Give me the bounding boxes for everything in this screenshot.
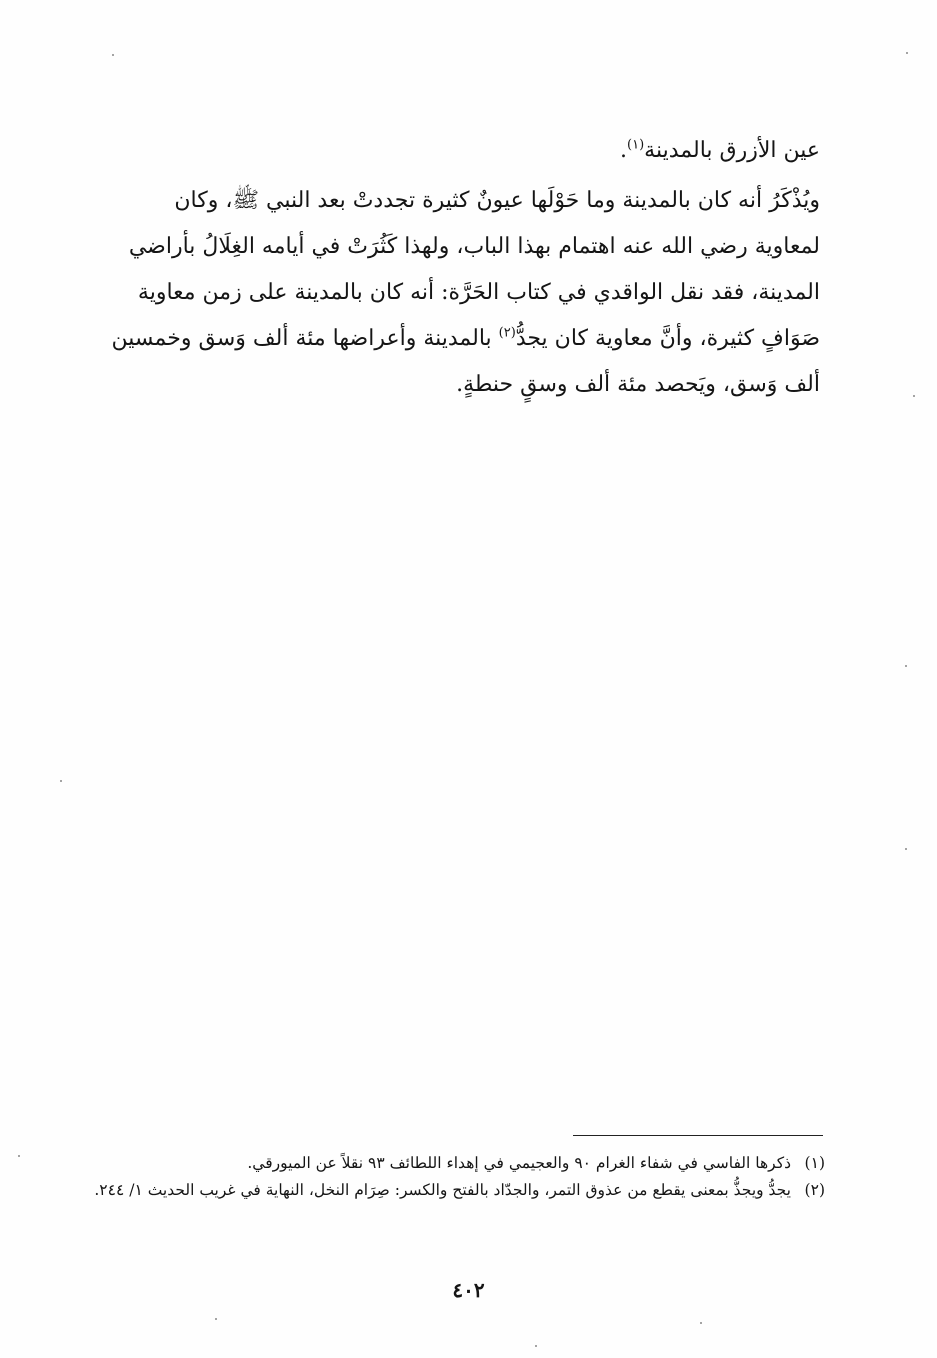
scan-speck: [913, 395, 915, 397]
text-line-3: لمعاوية رضي الله عنه اهتمام بهذا الباب، ولهذا كَثُرَتْ في أيامه الغِلَالُ بأراضي: [128, 234, 820, 259]
text-span: صَوَافٍ كثيرة، وأنَّ معاوية كان يجدُّ: [515, 326, 820, 351]
scan-speck: [112, 54, 114, 56]
text-line-4: المدينة، فقد نقل الواقدي في كتاب الحَرَّة: أنه كان بالمدينة على زمن معاوية: [137, 280, 820, 305]
footnote-separator: [573, 1135, 823, 1136]
scan-speck: [905, 665, 907, 667]
footnotes: [80, 1150, 825, 1204]
footnote-1: [80, 1150, 825, 1177]
scan-speck: [215, 1318, 217, 1320]
text-line-2: ويُذْكَرُ أنه كان بالمدينة وما حَوْلَها عيونٌ كثيرة تجددتْ بعد النبي ﷺ، وكان: [174, 188, 820, 213]
text-span: .: [620, 138, 628, 163]
footnote-ref-2: (٢): [498, 325, 516, 341]
footnote-number: (١): [804, 1154, 825, 1172]
text-span: عين الأزرق بالمدينة: [644, 138, 820, 163]
scan-speck: [18, 1155, 20, 1157]
scan-speck: [535, 1345, 537, 1347]
scan-speck: [60, 780, 62, 782]
footnote-text: ذكرها الفاسي في شفاء الغرام ٩٠ والعجيمي في إهداء اللطائف ٩٣ نقلاً عن الميورقي.: [247, 1154, 791, 1172]
footnote-number: (٢): [804, 1181, 825, 1199]
scan-speck: [906, 52, 908, 54]
text-line-6: ألف وَسق، ويَحصد مئة ألف وسقٍ حنطةٍ.: [456, 372, 820, 397]
scan-speck: [700, 1322, 702, 1324]
footnote-text: يجدُّ ويجذُّ بمعنى يقطع من عذوق التمر، والجدّاد بالفتح والكسر: صِرَام النخل، النهاية في غريب الحديث ١/ ٢٤٤.: [94, 1181, 791, 1199]
footnote-2: [80, 1177, 825, 1204]
scan-speck: [905, 848, 907, 850]
text-line-1: [78, 128, 820, 174]
main-text: [78, 128, 820, 408]
text-line-5: [78, 316, 820, 362]
footnote-ref-1: (١): [627, 137, 645, 153]
text-span: بالمدينة وأعراضها مئة ألف وَسق وخمسين: [111, 326, 499, 351]
page-number: ٤٠٢: [452, 1278, 485, 1302]
